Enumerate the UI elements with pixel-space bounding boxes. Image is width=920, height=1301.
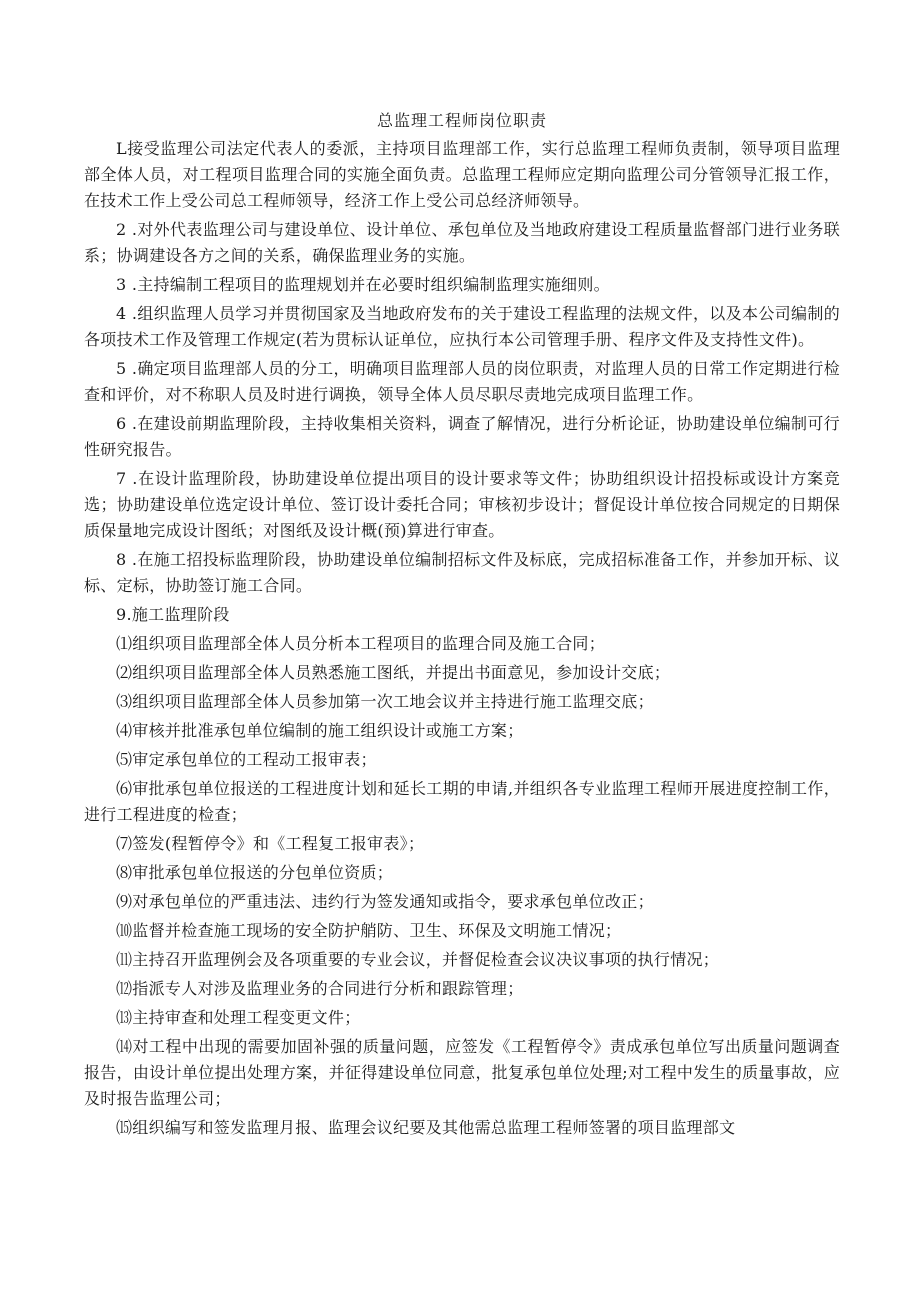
sub-item-1: ⑴组织项目监理部全体人员分析本工程项目的监理合同及施工合同； [116, 634, 606, 653]
sub-item-5: ⑸审定承包单位的工程动工报审表； [116, 750, 377, 769]
sub-item-15: ⒂组织编写和签发监理月报、监理会议纪要及其他需总监理工程师签署的项目监理部文 [116, 1118, 736, 1137]
paragraph-1: L接受监理公司法定代表人的委派，主持项目监理部工作，实行总监理工程师负责制，领导项目监理部全体人员，对工程项目监理合同的实施全面负责。总监理工程师应定期向监理公司分管领导汇报工作，在技术工作上受公司总工程师领导，经济工作上受公司总经济师领导。 [84, 139, 840, 210]
paragraph-6: 6 .在建设前期监理阶段，主持收集相关资料，调查了解情况，进行分析论证，协助建设单位编制可行性研究报告。 [84, 414, 840, 459]
sub-item-6: ⑹审批承包单位报送的工程进度计划和延长工期的申请,并组织各专业监理工程师开展进度控制工作，进行工程进度的检查； [84, 779, 840, 824]
paragraph-9: 9.施工监理阶段 [116, 605, 230, 624]
paragraph-8: 8 .在施工招投标监理阶段，协助建设单位编制招标文件及标底，完成招标准备工作，并参加开标、议标、定标，协助签订施工合同。 [84, 550, 840, 595]
document-title: 总监理工程师岗位职责 [376, 111, 547, 130]
sub-item-12: ⑿指派专人对涉及监理业务的合同进行分析和跟踪管理； [116, 979, 524, 998]
sub-item-11: ⑾主持召开监理例会及各项重要的专业会议，并督促检查会议决议事项的执行情况； [116, 950, 720, 969]
sub-item-2: ⑵组织项目监理部全体人员熟悉施工图纸，并提出书面意见，参加设计交底； [116, 663, 671, 682]
sub-item-9: ⑼对承包单位的严重违法、违约行为签发通知或指令，要求承包单位改正； [116, 892, 654, 911]
paragraph-4: 4 .组织监理人员学习并贯彻国家及当地政府发布的关于建设工程监理的法规文件，以及本公司编制的各项技术工作及管理工作规定(若为贯标认证单位，应执行本公司管理手册、程序文件及支持性文件)。 [84, 304, 840, 349]
sub-item-4: ⑷审核并批准承包单位编制的施工组织设计或施工方案； [116, 721, 524, 740]
paragraph-7: 7 .在设计监理阶段，协助建设单位提出项目的设计要求等文件；协助组织设计招投标或设计方案竞选；协助建设单位选定设计单位、签订设计委托合同；审核初步设计；督促设计单位按合同规定的日期保质保量地完成设计图纸；对图纸及设计概(预)算进行审查。 [84, 469, 840, 540]
paragraph-2: 2 .对外代表监理公司与建设单位、设计单位、承包单位及当地政府建设工程质量监督部门进行业务联系；协调建设各方之间的关系，确保监理业务的实施。 [84, 220, 840, 265]
paragraph-3: 3 .主持编制工程项目的监理规划并在必要时组织编制监理实施细则。 [116, 275, 610, 294]
paragraph-5: 5 .确定项目监理部人员的分工，明确项目监理部人员的岗位职责，对监理人员的日常工作定期进行检查和评价，对不称职人员及时进行调换，领导全体人员尽职尽责地完成项目监理工作。 [84, 359, 840, 404]
sub-item-13: ⒀主持审查和处理工程变更文件； [116, 1008, 361, 1027]
sub-item-10: ⑽监督并检查施工现场的安全防护艄防、卫生、环保及文明施工情况； [116, 921, 622, 940]
sub-item-14: ⒁对工程中出现的需要加固补强的质量问题，应签发《工程暂停令》责成承包单位写出质量问题调查报告，由设计单位提出处理方案，并征得建设单位同意，批复承包单位处理;对工程中发生的质量事故，应及时报告监理公司； [84, 1037, 840, 1108]
sub-item-7: ⑺签发(程暂停令》和《工程复工报审表》； [116, 834, 425, 853]
sub-item-8: ⑻审批承包单位报送的分包单位资质； [116, 863, 394, 882]
sub-item-3: ⑶组织项目监理部全体人员参加第一次工地会议并主持进行施工监理交底； [116, 692, 654, 711]
document-page [84, 108, 840, 1141]
